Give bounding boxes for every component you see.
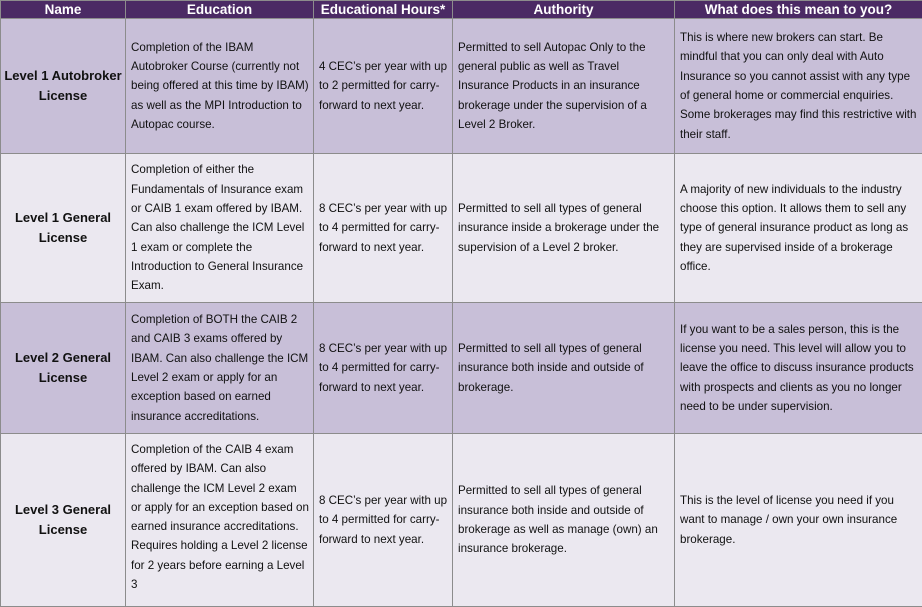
education-text: Completion of either the Fundamentals of Insurance exam or CAIB 1 exam offered by IBAM. Can also challenge the ICM Level 1 exam or complete the Introduction to General Insurance Exam. — [131, 160, 310, 295]
license-name: Level 1 Autobroker License — [4, 66, 122, 106]
hours-cell — [314, 19, 453, 154]
license-name-cell — [1, 19, 126, 154]
education-text: Completion of the IBAM Autobroker Course (currently not being offered at this time by IBAM) as well as the MPI Introduction to Autopac course. — [131, 38, 310, 134]
authority-cell — [453, 434, 675, 607]
authority-text: Permitted to sell all types of general insurance both inside and outside of brokerage as well as manage (own) an insurance brokerage. — [458, 481, 671, 558]
license-name-cell — [1, 303, 126, 434]
table-row — [1, 154, 922, 303]
hours-text: 8 CEC’s per year with up to 4 permitted for carry-forward to next year. — [319, 339, 449, 397]
license-name: Level 2 General License — [4, 348, 122, 388]
hours-cell — [314, 434, 453, 607]
education-cell — [126, 434, 314, 607]
authority-cell — [453, 154, 675, 303]
header-name: Name — [1, 1, 126, 19]
education-text: Completion of the CAIB 4 exam offered by IBAM. Can also challenge the ICM Level 2 exam or apply for an exception based on earned insurance accreditations. Requires holding a Level 2 license for 2 years before earning a Level 3 — [131, 440, 310, 594]
authority-cell — [453, 19, 675, 154]
hours-text: 8 CEC’s per year with up to 4 permitted for carry-forward to next year. — [319, 491, 449, 549]
authority-text: Permitted to sell all types of general insurance both inside and outside of brokerage. — [458, 339, 671, 397]
license-name-cell — [1, 154, 126, 303]
table-row — [1, 19, 922, 154]
authority-text: Permitted to sell all types of general insurance inside a brokerage under the supervision of a Level 2 broker. — [458, 199, 671, 257]
meaning-cell — [675, 154, 922, 303]
hours-cell — [314, 303, 453, 434]
meaning-text: A majority of new individuals to the industry choose this option. It allows them to sell any type of general insurance product as long as they are supervised inside of a brokerage office. — [680, 180, 919, 276]
meaning-text: If you want to be a sales person, this is the license you need. This level will allow you to leave the office to discuss insurance products with prospects and clients as you no longer need to be under supervision. — [680, 320, 919, 416]
education-text: Completion of BOTH the CAIB 2 and CAIB 3 exams offered by IBAM. Can also challenge the ICM Level 2 exam or apply for an exception based on earned insurance accreditations. — [131, 310, 310, 426]
header-authority: Authority — [453, 1, 675, 19]
license-name-cell — [1, 434, 126, 607]
hours-text: 8 CEC’s per year with up to 4 permitted for carry-forward to next year. — [319, 199, 449, 257]
header-row — [1, 1, 922, 19]
hours-cell — [314, 154, 453, 303]
meaning-cell — [675, 303, 922, 434]
authority-text: Permitted to sell Autopac Only to the general public as well as Travel Insurance Products in an insurance brokerage under the supervision of a Level 2 Broker. — [458, 38, 671, 134]
meaning-text: This is where new brokers can start. Be mindful that you can only deal with Auto Insurance so you cannot assist with any type of general home or commercial enquiries. Some brokerages may find this restrictive with their staff. — [680, 28, 919, 144]
header-meaning: What does this mean to you? — [675, 1, 922, 19]
table-row — [1, 434, 922, 607]
meaning-cell — [675, 19, 922, 154]
meaning-text: This is the level of license you need if you want to manage / own your own insurance brokerage. — [680, 491, 919, 549]
license-name: Level 1 General License — [4, 208, 122, 248]
header-educational-hours: Educational Hours* — [314, 1, 453, 19]
authority-cell — [453, 303, 675, 434]
meaning-cell — [675, 434, 922, 607]
license-name: Level 3 General License — [4, 500, 122, 540]
table-row — [1, 303, 922, 434]
education-cell — [126, 19, 314, 154]
header-education: Education — [126, 1, 314, 19]
education-cell — [126, 154, 314, 303]
education-cell — [126, 303, 314, 434]
hours-text: 4 CEC’s per year with up to 2 permitted for carry-forward to next year. — [319, 57, 449, 115]
